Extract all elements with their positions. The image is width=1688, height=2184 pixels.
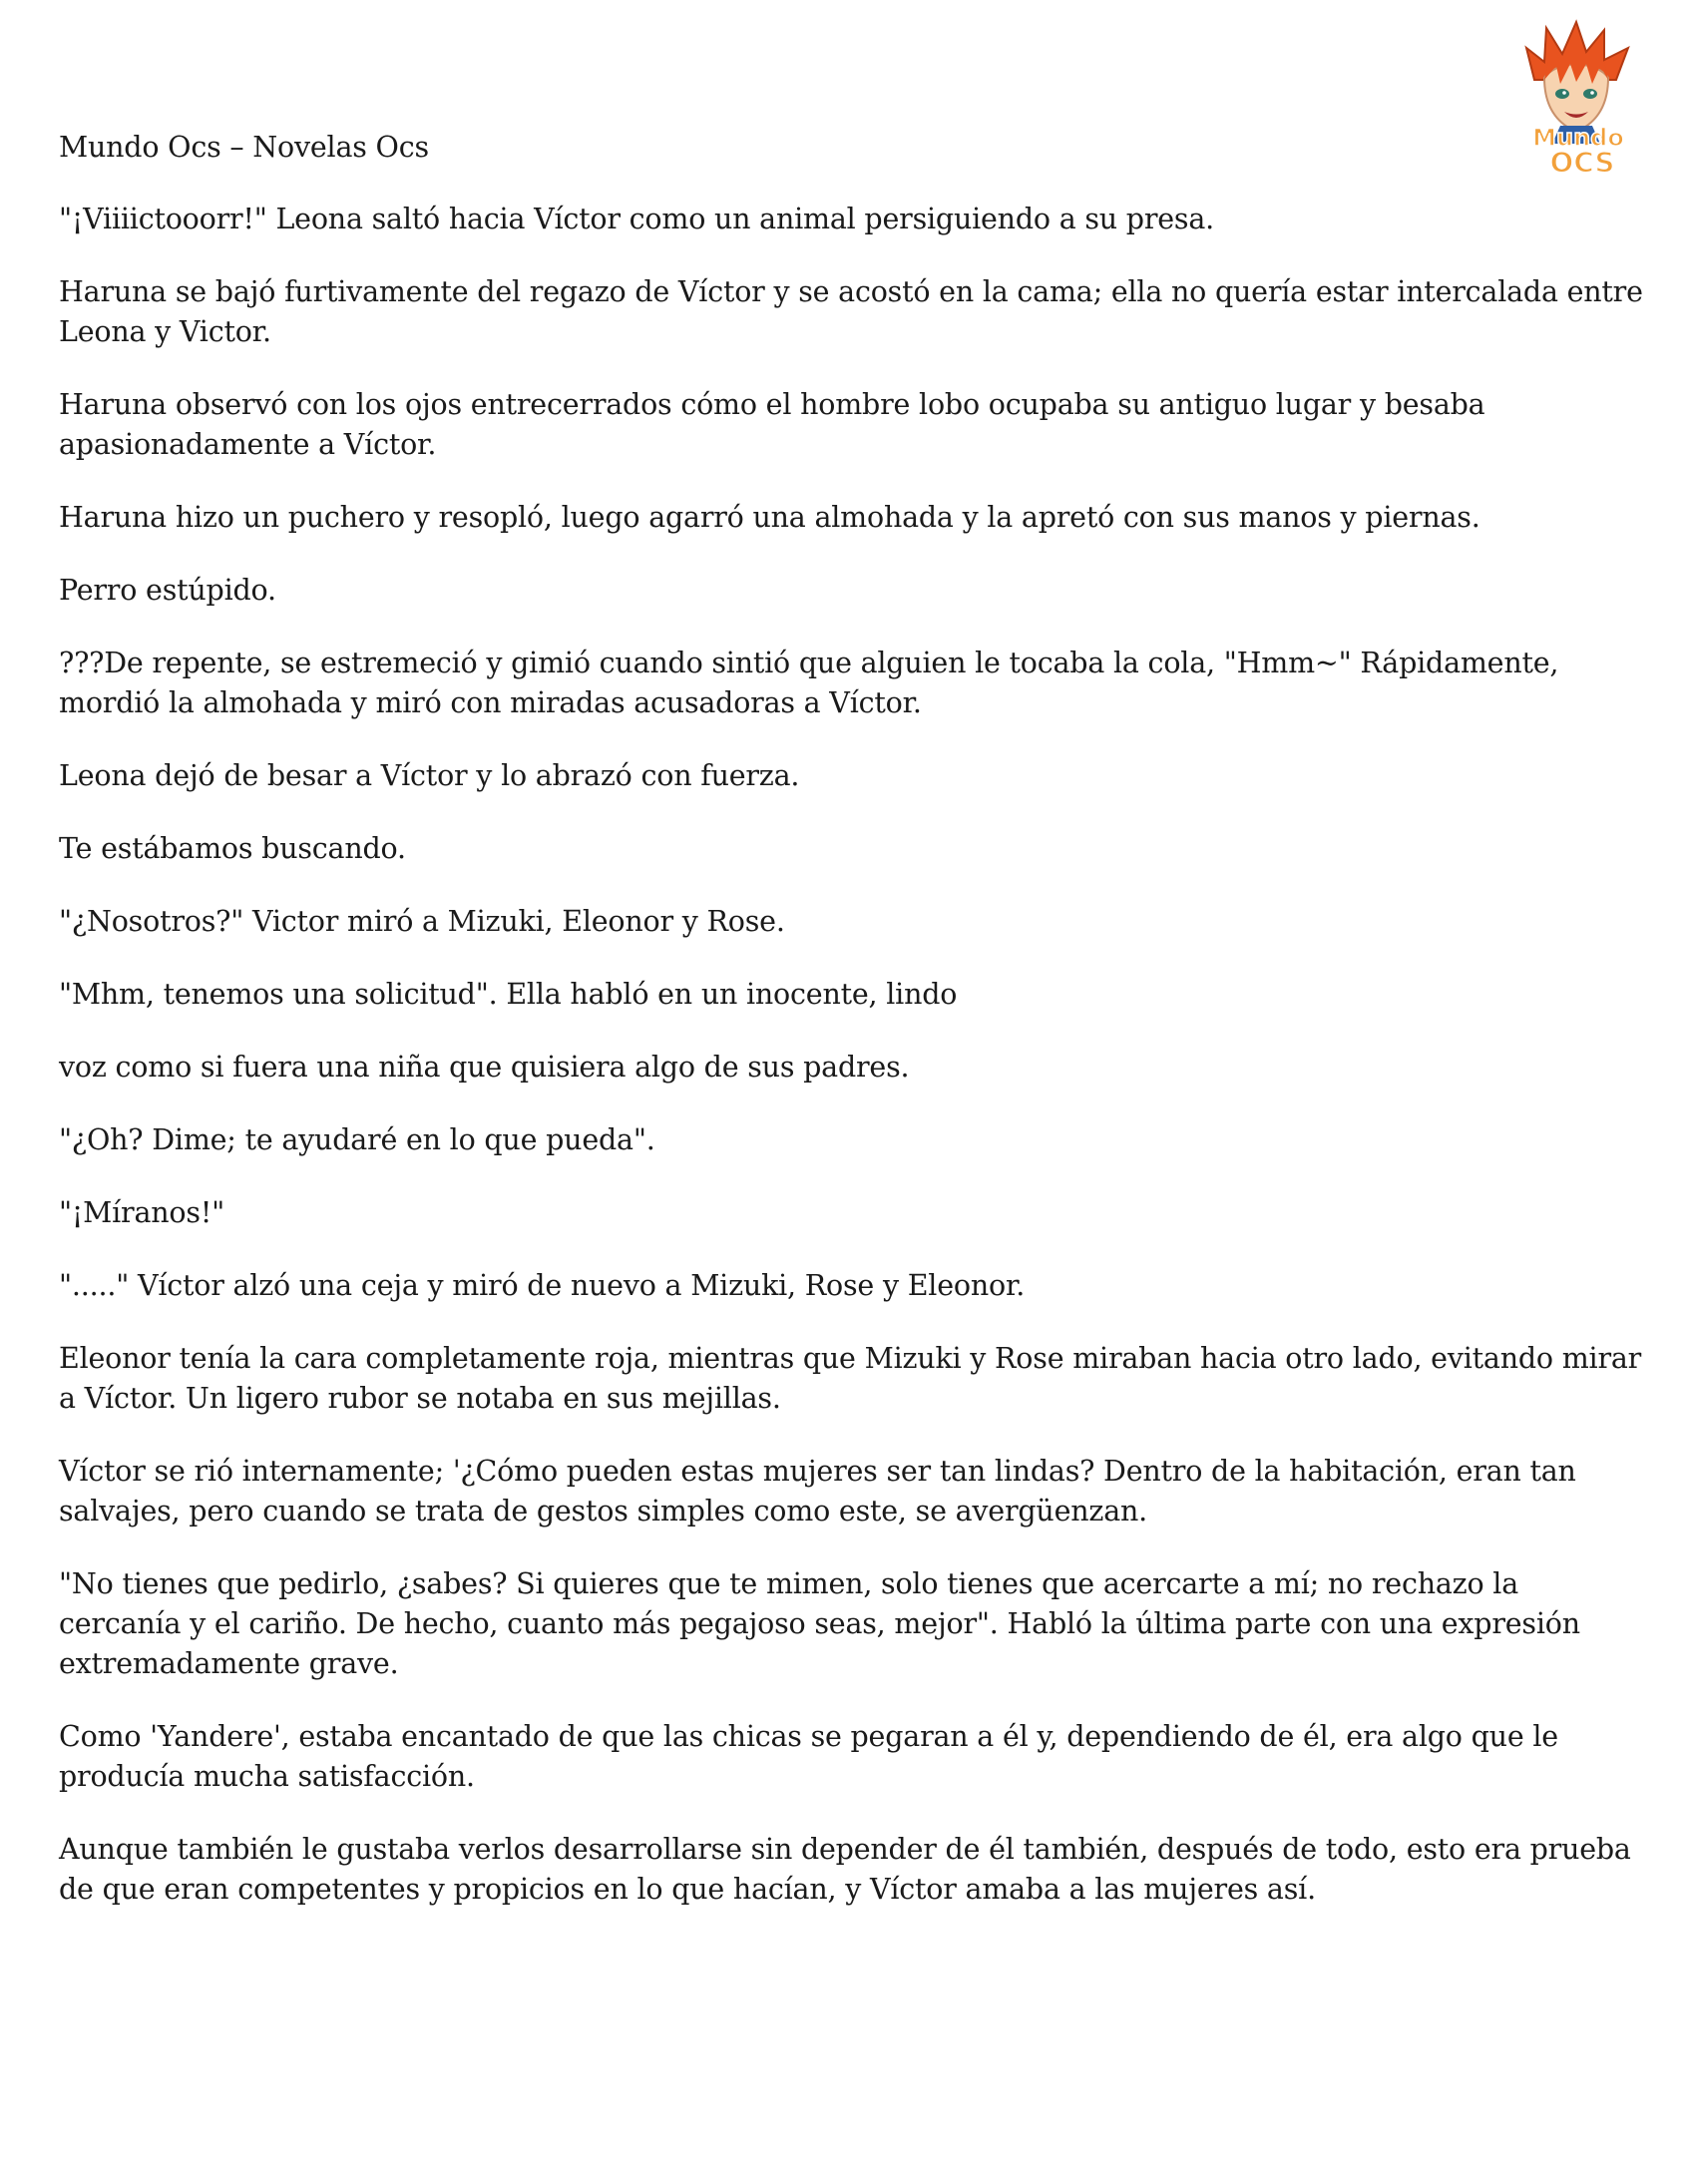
paragraph: ???De repente, se estremeció y gimió cuando sintió que alguien le tocaba la cola, "Hmm~" Rápidamente, mordió la almohada y miró con miradas acusadoras a Víctor.	[59, 647, 1559, 719]
paragraph: Leona dejó de besar a Víctor y lo abrazó con fuerza.	[59, 759, 800, 792]
paragraph: "¿Oh? Dime; te ayudaré en lo que pueda".	[59, 1123, 655, 1156]
paragraph: "....." Víctor alzó una ceja y miró de nuevo a Mizuki, Rose y Eleonor.	[59, 1269, 1026, 1302]
paragraph: "¿Nosotros?" Victor miró a Mizuki, Eleonor y Rose.	[59, 905, 785, 938]
svg-text:OCS: OCS	[1549, 146, 1615, 178]
paragraph: Haruna se bajó furtivamente del regazo de Víctor y se acostó en la cama; ella no quería estar intercalada entre Leona y Victor.	[59, 275, 1643, 348]
svg-text:Mundo: Mundo	[1532, 124, 1624, 152]
paragraph: Víctor se rió internamente; '¿Cómo pueden estas mujeres ser tan lindas? Dentro de la habitación, eran tan salvajes, pero cuando se trata de gestos simples como este, se avergüenzan.	[59, 1455, 1576, 1528]
paragraph: Perro estúpido.	[59, 574, 276, 607]
site-title: Mundo Ocs – Novelas Ocs	[59, 131, 429, 164]
paragraph: Te estábamos buscando.	[59, 832, 406, 865]
paragraph: Haruna hizo un puchero y resopló, luego agarró una almohada y la apretó con sus manos y piernas.	[59, 501, 1480, 534]
paragraph: voz como si fuera una niña que quisiera algo de sus padres.	[59, 1051, 910, 1084]
paragraph: Como 'Yandere', estaba encantado de que las chicas se pegaran a él y, dependiendo de él, era algo que le producía mucha satisfacción.	[59, 1720, 1558, 1793]
paragraph: "No tienes que pedirlo, ¿sabes? Si quieres que te mimen, solo tienes que acercarte a mí; no rechazo la cercanía y el cariño. De hecho, cuanto más pegajoso seas, mejor". Habló la última parte con una expresión extremadamente grave.	[59, 1567, 1580, 1680]
paragraph: "¡Míranos!"	[59, 1196, 224, 1229]
paragraph: Haruna observó con los ojos entrecerrados cómo el hombre lobo ocupaba su antiguo lugar y besaba apasionadamente a Víctor.	[59, 388, 1485, 461]
document-body	[59, 128, 1645, 1943]
paragraph: "¡Viiiictooorr!" Leona saltó hacia Víctor como un animal persiguiendo a su presa.	[59, 203, 1215, 235]
paragraph: "Mhm, tenemos una solicitud". Ella habló en un inocente, lindo	[59, 978, 958, 1011]
paragraph: Eleonor tenía la cara completamente roja, mientras que Mizuki y Rose miraban hacia otro lado, evitando mirar a Víctor. Un ligero rubor se notaba en sus mejillas.	[59, 1342, 1642, 1415]
paragraph: Aunque también le gustaba verlos desarrollarse sin depender de él también, después de todo, esto era prueba de que eran competentes y propicios en lo que hacían, y Víctor amaba a las mujeres así.	[59, 1833, 1631, 1906]
